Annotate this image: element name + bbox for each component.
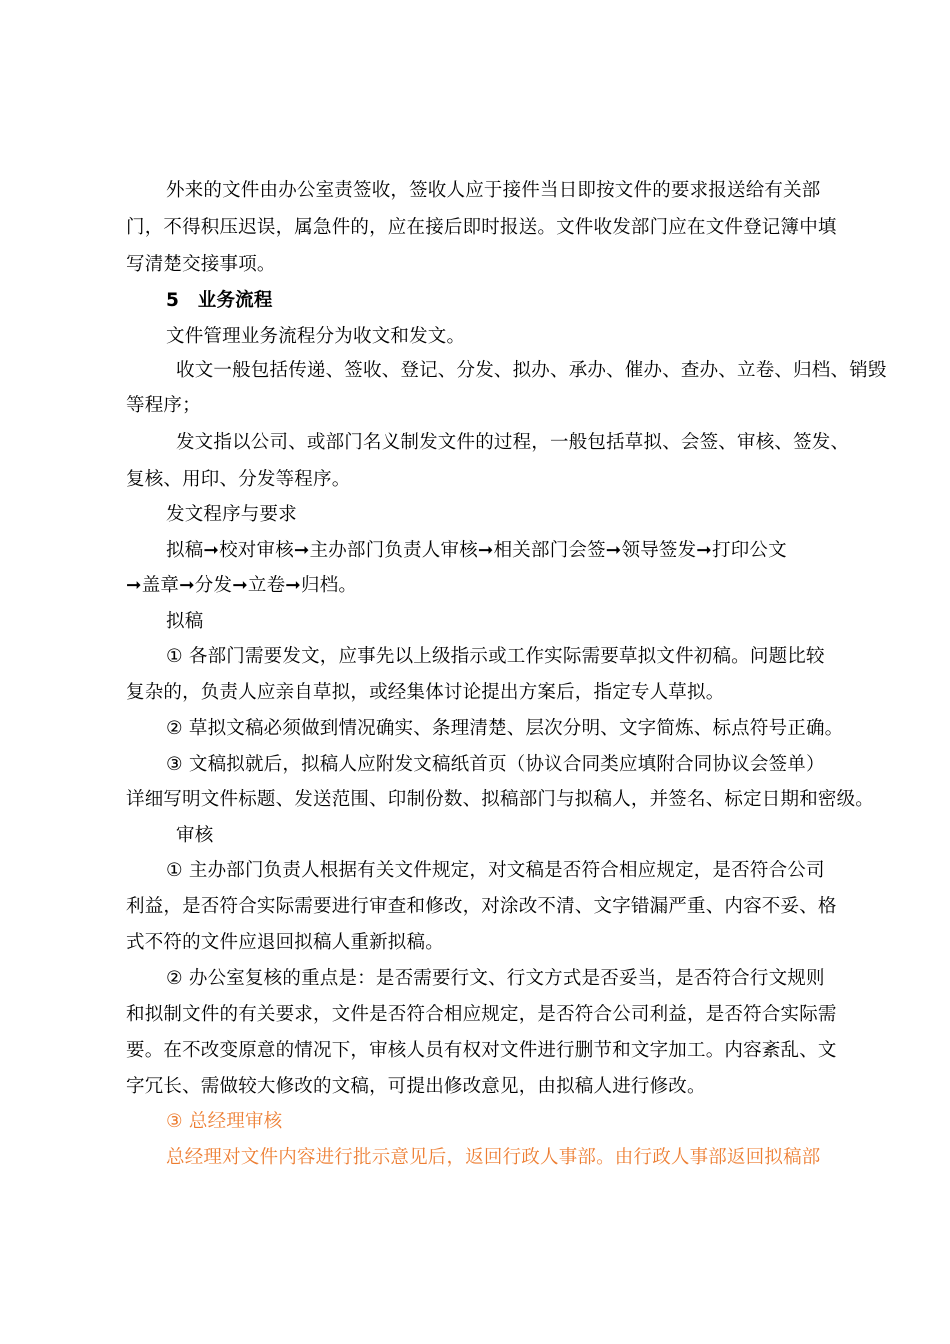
paragraph-line: 复杂的，负责人应亲自草拟，或经集体讨论提出方案后，指定专人草拟。 xyxy=(126,682,725,703)
paragraph-line: 字冗长、需做较大修改的文稿，可提出修改意见，由拟稿人进行修改。 xyxy=(126,1076,706,1097)
list-item: ② 草拟文稿必须做到情况确实、条理清楚、层次分明、文字简炼、标点符号正确。 xyxy=(166,718,844,739)
paragraph-line: 发文指以公司、或部门名义制发文件的过程，一般包括草拟、会签、审核、签发、 xyxy=(176,432,850,453)
paragraph-line: 式不符的文件应退回拟稿人重新拟稿。 xyxy=(126,932,444,953)
paragraph-line: 门，不得积压迟误，属急件的，应在接后即时报送。文件收发部门应在文件登记簿中填 xyxy=(126,217,837,238)
paragraph-line: 和拟制文件的有关要求，文件是否符合相应规定，是否符合公司利益，是否符合实际需 xyxy=(126,1004,837,1025)
list-item: ① 各部门需要发文，应事先以上级指示或工作实际需要草拟文件初稿。问题比较 xyxy=(166,646,825,667)
list-item: ① 主办部门负责人根据有关文件规定，对文稿是否符合相应规定，是否符合公司 xyxy=(166,860,825,881)
paragraph-line: 等程序； xyxy=(126,395,201,416)
paragraph-line: 外来的文件由办公室责签收，签收人应于接件当日即按文件的要求报送给有关部 xyxy=(166,180,821,201)
paragraph-line-highlighted: 总经理对文件内容进行批示意见后，返回行政人事部。由行政人事部返回拟稿部 xyxy=(166,1147,821,1168)
paragraph-line: 写清楚交接事项。 xyxy=(126,254,276,275)
list-item-highlighted: ③ 总经理审核 xyxy=(166,1111,283,1132)
list-item: ② 办公室复核的重点是：是否需要行文、行文方式是否妥当，是否符合行文规则 xyxy=(166,968,825,989)
paragraph-line: 复核、用印、分发等程序。 xyxy=(126,469,351,490)
flow-line: ➞盖章➞分发➞立卷➞归档。 xyxy=(126,575,358,596)
paragraph-line: 利益，是否符合实际需要进行审查和修改，对涂改不清、文字错漏严重、内容不妥、格 xyxy=(126,896,837,917)
subheading: 拟稿 xyxy=(166,611,204,632)
flow-line: 拟稿➞校对审核➞主办部门负责人审核➞相关部门会签➞领导签发➞打印公文 xyxy=(166,540,787,561)
paragraph-line: 文件管理业务流程分为收文和发文。 xyxy=(166,326,466,347)
paragraph-line: 要。在不改变原意的情况下，审核人员有权对文件进行删节和文字加工。内容紊乱、文 xyxy=(126,1040,837,1061)
subheading: 审核 xyxy=(176,825,214,846)
section-heading: 5 业务流程 xyxy=(166,290,273,311)
paragraph-line: 收文一般包括传递、签收、登记、分发、拟办、承办、催办、查办、立卷、归档、销毁 xyxy=(176,360,887,381)
paragraph-line: 详细写明文件标题、发送范围、印制份数、拟稿部门与拟稿人，并签名、标定日期和密级。 xyxy=(126,789,875,810)
list-item: ③ 文稿拟就后，拟稿人应附发文稿纸首页（协议合同类应填附合同协议会签单） xyxy=(166,754,825,775)
subheading: 发文程序与要求 xyxy=(166,504,297,525)
